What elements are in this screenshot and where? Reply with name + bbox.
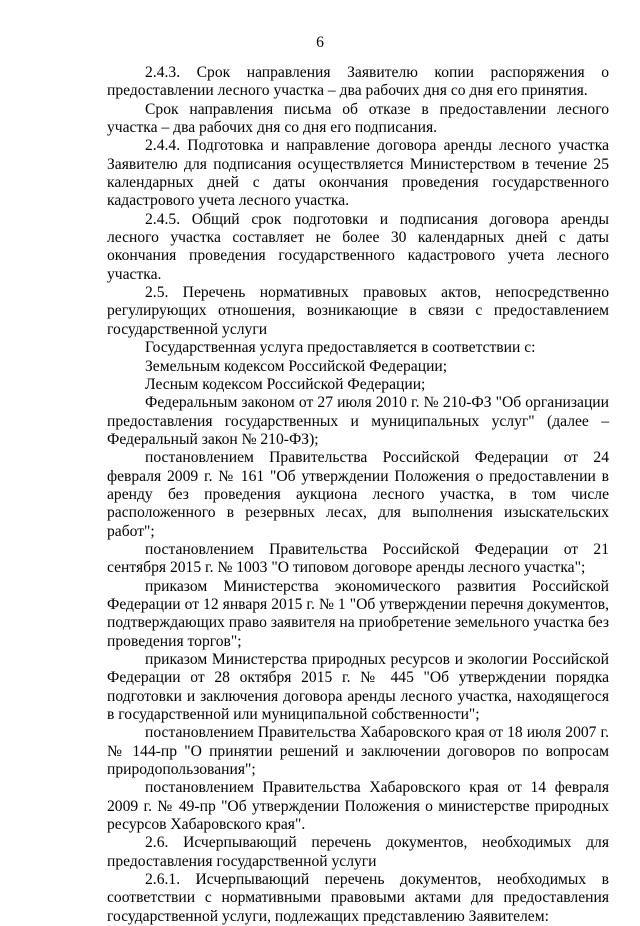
list-item: постановлением Правительства Российской Федерации от 24 февраля 2009 г. № 161 "Об утверждении Положения о предоставлении в аренду без проведения аукциона лесного участка, в том числе расположенного в резервных лесах, для выполнения изыскательских работ"; (107, 449, 609, 540)
list-item: постановлением Правительства Российской Федерации от 21 сентября 2015 г. № 1003 "О типовом договоре аренды лесного участка"; (107, 540, 609, 577)
list-item: приказом Министерства природных ресурсов и экологии Российской Федерации от 28 октября 2015 г. № 445 "Об утверждении порядка подготовки и заключения договора аренды лесного участка, находящегося в государственной или муниципальной собственности"; (107, 651, 609, 724)
page-number: 6 (316, 34, 324, 51)
paragraph: Государственная услуга предоставляется в соответствии с: (145, 339, 536, 357)
paragraph: 2.6.1. Исчерпывающий перечень документов, необходимых в соответствии с нормативными правовыми актами для предоставления государственной услуги, подлежащих представлению Заявителем: (107, 871, 609, 925)
paragraph: 2.4.5. Общий срок подготовки и подписания договора аренды лесного участка составляет не более 30 календарных дней с даты окончания проведения государственного кадастрового учета лесного участка. (107, 210, 609, 283)
list-item: приказом Министерства экономического развития Российской Федерации от 12 января 2015 г. № 1 "Об утверждении перечня документов, подтверждающих право заявителя на приобретение земельного участка без проведения торгов"; (107, 577, 609, 650)
list-item: Лесным кодексом Российской Федерации; (145, 375, 426, 393)
list-item: Федеральным законом от 27 июля 2010 г. № 210-ФЗ "Об организации предоставления государственных и муниципальных услуг" (далее – Федеральный закон № 210-ФЗ); (107, 394, 609, 448)
list-item: Земельным кодексом Российской Федерации; (145, 357, 448, 375)
document-body (107, 64, 609, 926)
list-item: постановлением Правительства Хабаровского края от 14 февраля 2009 г. № 49-пр "Об утверждении Положения о министерстве природных ресурсов Хабаровского края". (107, 779, 609, 834)
paragraph: 2.4.3. Срок направления Заявителю копии распоряжения о предоставлении лесного участка – два рабочих дня со дня его принятия. (107, 64, 609, 100)
paragraph: Срок направления письма об отказе в предоставлении лесного участка – два рабочих дня со дня его подписания. (107, 100, 609, 137)
section-heading: 2.5. Перечень нормативных правовых актов, непосредственно регулирующих отношения, возникающие в связи с предоставлением государственной услуги (107, 284, 609, 338)
paragraph: 2.4.4. Подготовка и направление договора аренды лесного участка Заявителю для подписания осуществляется Министерством в течение 25 календарных дней с даты окончания проведения государственного кадастрового учета лесного участка. (107, 137, 609, 210)
list-item: постановлением Правительства Хабаровского края от 18 июля 2007 г. № 144-пр "О принятии решений и заключении договоров по вопросам природопользования"; (107, 724, 609, 779)
section-heading: 2.6. Исчерпывающий перечень документов, необходимых для предоставления государственной услуги (107, 834, 609, 870)
